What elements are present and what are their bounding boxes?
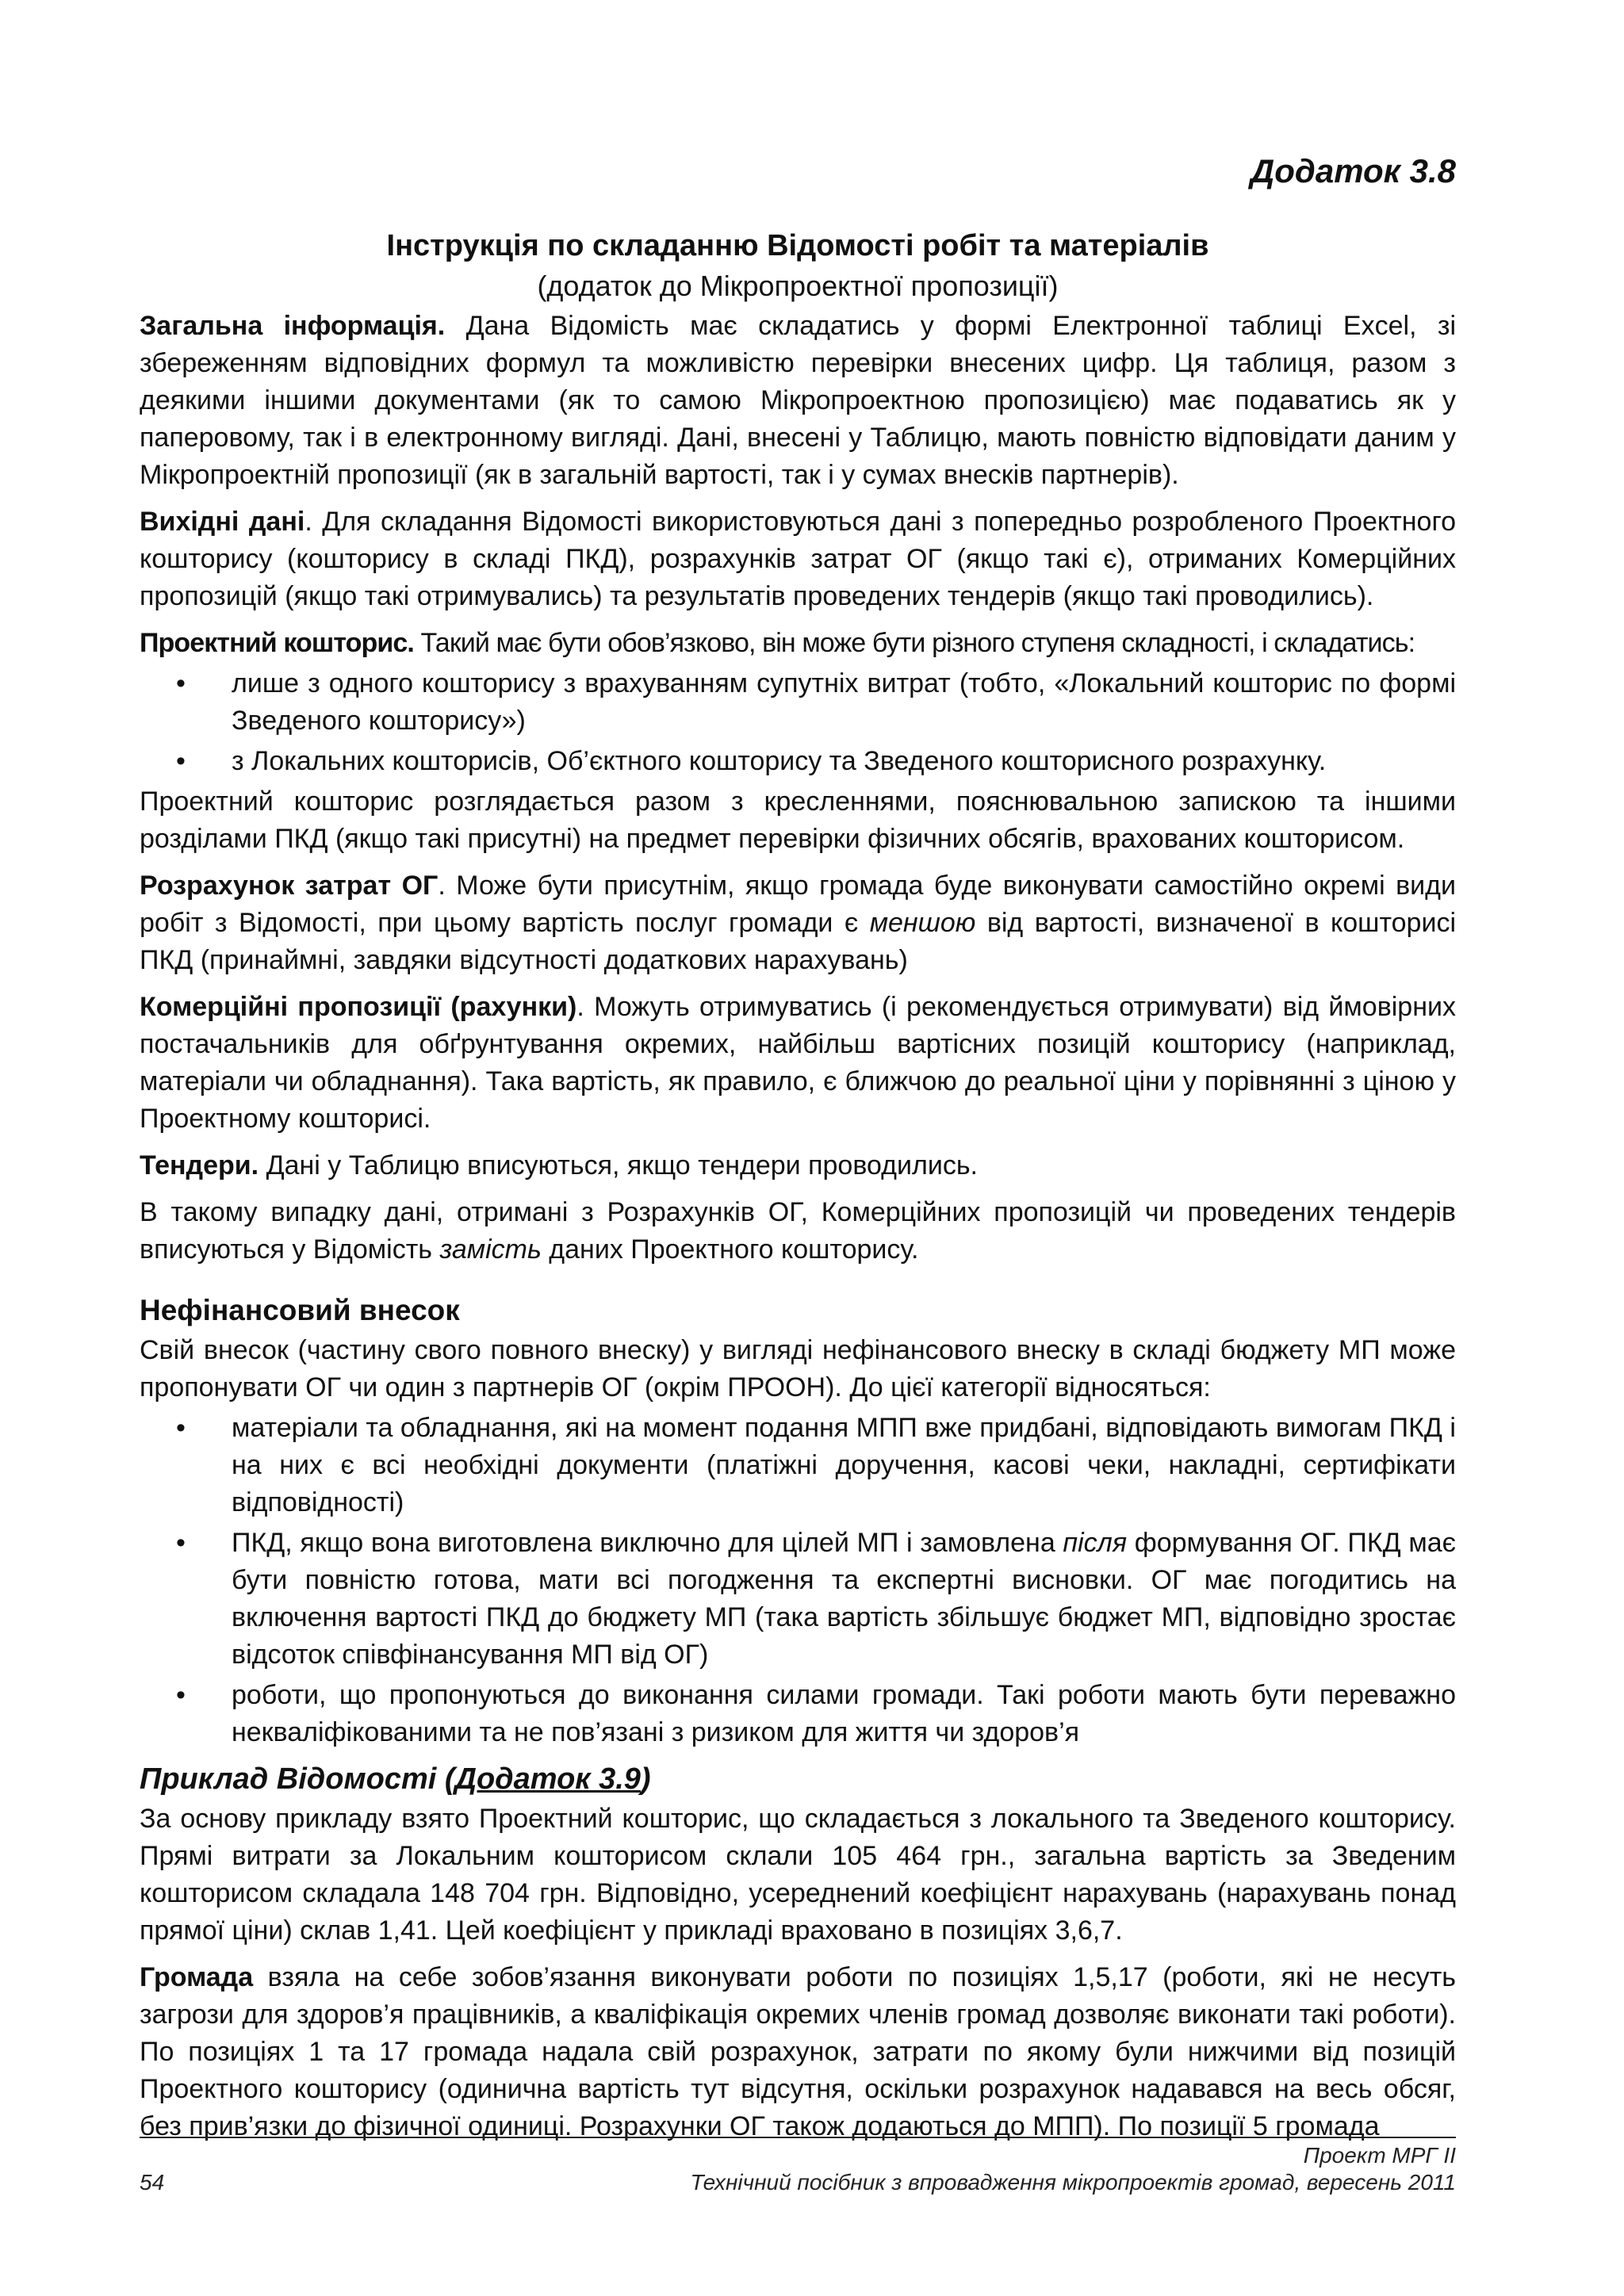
example-heading-text-b: ): [640, 1762, 651, 1796]
nonfinancial-heading: Нефінансовий внесок: [140, 1294, 460, 1326]
community-label: Громада: [140, 1962, 254, 1992]
list-item-text-b: формування ОГ. ПКД має бути повністю готова, мати всі погодження та експертні висновки. ОГ має погодитись на включення вартості ПКД до бюджету МП (така вартість збільшує бюджет МП, відповідно зростає відсоток співфінансування МП від ОГ): [232, 1528, 1456, 1670]
list-item-text-a: ПКД, якщо вона виготовлена виключно для цілей МП і замовлена: [232, 1528, 1063, 1558]
input-data-label: Вихідні дані: [140, 507, 305, 537]
tenders-text: Дані у Таблицю вписуються, якщо тендери проводились.: [259, 1150, 979, 1181]
estimate-after-paragraph: Проектний кошторис розглядається разом з кресленнями, пояснювальною запискою та іншими розділами ПКД (якщо такі присутні) на предмет перевірки фізичних обсягів, врахованих кошторисом.: [140, 786, 1456, 854]
instead-paragraph: [140, 1194, 1456, 1269]
footer-project: Проект МРГ ІІ: [1303, 2143, 1456, 2168]
footer-manual-title: Технічний посібник з впровадження мікропроектів громад, вересень 2011: [690, 2170, 1456, 2195]
page-subtitle: (додаток до Мікропроектної пропозиції): [537, 270, 1059, 302]
general-info-text: Дана Відомість має складатись у формі Електронної таблиці Excel, зі збереженням відповідних формул та можливістю перевірки внесених цифр. Ця таблиця, разом з деякими іншими документами (як то самою Мікропроектною пропозицією) має подаватись як у паперовому, так і в електронному вигляді. Дані, внесені у Таблицю, мають повністю відповідати даним у Мікропроектній пропозиції (як в загальній вартості, так і у сумах внесків партнерів).: [140, 311, 1456, 490]
annex-3-9-link[interactable]: Додаток 3.9: [454, 1762, 641, 1796]
nonfinancial-list: [140, 1410, 1456, 1751]
estimate-list: [140, 665, 1456, 780]
annex-label: Додаток 3.8: [1250, 152, 1456, 189]
list-item: • з Локальних кошторисів, Об’єктного кошторису та Зведеного кошторисного розрахунку.: [140, 743, 1456, 780]
commercial-text: . Можуть отримуватись (і рекомендується отримувати) від ймовірних постачальників для обґрунтування окремих, найбільш вартісних позицій кошторису (наприклад, матеріали чи обладнання). Така вартість, як правило, є ближчою до реальної ціни у порівнянні з ціною у Проектному кошторисі.: [140, 992, 1456, 1134]
estimate-label: Проектний кошторис.: [140, 628, 414, 658]
estimate-paragraph: [140, 625, 1456, 662]
commercial-paragraph: [140, 989, 1456, 1138]
estimate-text: Такий має бути обов’язково, він може бути різного ступеня складності, і складатись:: [413, 628, 1415, 658]
instead-text-b: даних Проектного кошторису.: [541, 1234, 919, 1265]
general-info-paragraph: [140, 308, 1456, 494]
example-paragraph-1: За основу прикладу взято Проектний кошторис, що складається з локального та Зведеного кошторису. Прямі витрати за Локальним кошторисом склали 105 464 грн., загальна вартість за Зведеним кошторисом складала 148 704 грн. Відповідно, усереднений коефіцієнт нарахувань (нарахувань понад прямої ціни) склав 1,41. Цей коефіцієнт у прикладі враховано в позиціях 3,6,7.: [140, 1804, 1456, 1946]
tenders-paragraph: [140, 1147, 1456, 1184]
page-content: [140, 119, 1456, 2155]
list-item: • роботи, що пропонуються до виконання силами громади. Такі роботи мають бути переважно некваліфікованими та не пов’язані з ризиком для життя чи здоров’я: [140, 1677, 1456, 1751]
list-item-emphasis: після: [1063, 1528, 1128, 1558]
community-text: взяла на себе зобов’язання виконувати роботи по позиціях 1,5,17 (роботи, які не несуть загрози для здоров’я працівників, а кваліфікація окремих членів громад дозволяє виконати такі роботи). По позиціях 1 та 17 громада надала свій розрахунок, затрати по якому були нижчими від позицій Проектного кошторису (одинична вартість тут відсутня, оскільки розрахунок надавався на весь обсяг, без прив’язки до фізичної одиниці. Розрахунки ОГ також додаються до МПП). По позиції 5 громада: [140, 1962, 1456, 2141]
general-info-label: Загальна інформація.: [140, 311, 446, 341]
example-heading-text-a: Приклад Відомості (: [140, 1762, 455, 1796]
calc-label: Розрахунок затрат ОГ: [140, 871, 439, 901]
footer-row: [140, 2169, 1456, 2196]
nonfinancial-intro: Свій внесок (частину свого повного внеску) у вигляді нефінансового внеску в складі бюджету МП може пропонувати ОГ чи один з партнерів ОГ (окрім ПРООН). До цієї категорії відносяться:: [140, 1335, 1456, 1402]
page-footer: [140, 2142, 1456, 2196]
footer-divider: [140, 2137, 1456, 2138]
calc-text-b: від вартості, визначеної в кошторисі ПКД (принаймні, завдяки відсутності додаткових нарахувань): [140, 908, 1456, 975]
input-data-paragraph: [140, 503, 1456, 615]
example-paragraph-2: [140, 1959, 1456, 2145]
example-heading: [140, 1759, 1456, 1799]
page-number: 54: [140, 2170, 165, 2195]
page-title: Інструкція по складанню Відомості робіт та матеріалів: [386, 229, 1209, 262]
tenders-label: Тендери.: [140, 1150, 259, 1181]
list-item: [140, 1525, 1456, 1674]
input-data-text: . Для складання Відомості використовуються дані з попередньо розробленого Проектного кошторису (кошторису в складі ПКД), розрахунків затрат ОГ (якщо такі є), отриманих Комерційних пропозицій (якщо такі отримувались) та результатів проведених тендерів (якщо такі проводились).: [140, 507, 1457, 611]
instead-emphasis: замість: [439, 1234, 542, 1265]
calc-emphasis: меншою: [869, 908, 976, 938]
list-item: • лише з одного кошторису з врахуванням супутніх витрат (тобто, «Локальний кошторис по формі Зведеного кошторису»): [140, 665, 1456, 740]
calc-text-a: . Може бути присутнім, якщо громада буде виконувати самостійно окремі види робіт з Відомості, при цьому вартість послуг громади є: [140, 871, 1456, 938]
instead-text-a: В такому випадку дані, отримані з Розрахунків ОГ, Комерційних пропозицій чи проведених тендерів вписуються у Відомість: [140, 1197, 1456, 1265]
calc-paragraph: [140, 867, 1456, 979]
list-item: • матеріали та обладнання, які на момент подання МПП вже придбані, відповідають вимогам ПКД і на них є всі необхідні документи (платіжні доручення, касові чеки, накладні, сертифікати відповідності): [140, 1410, 1456, 1521]
commercial-label: Комерційні пропозиції (рахунки): [140, 992, 577, 1022]
